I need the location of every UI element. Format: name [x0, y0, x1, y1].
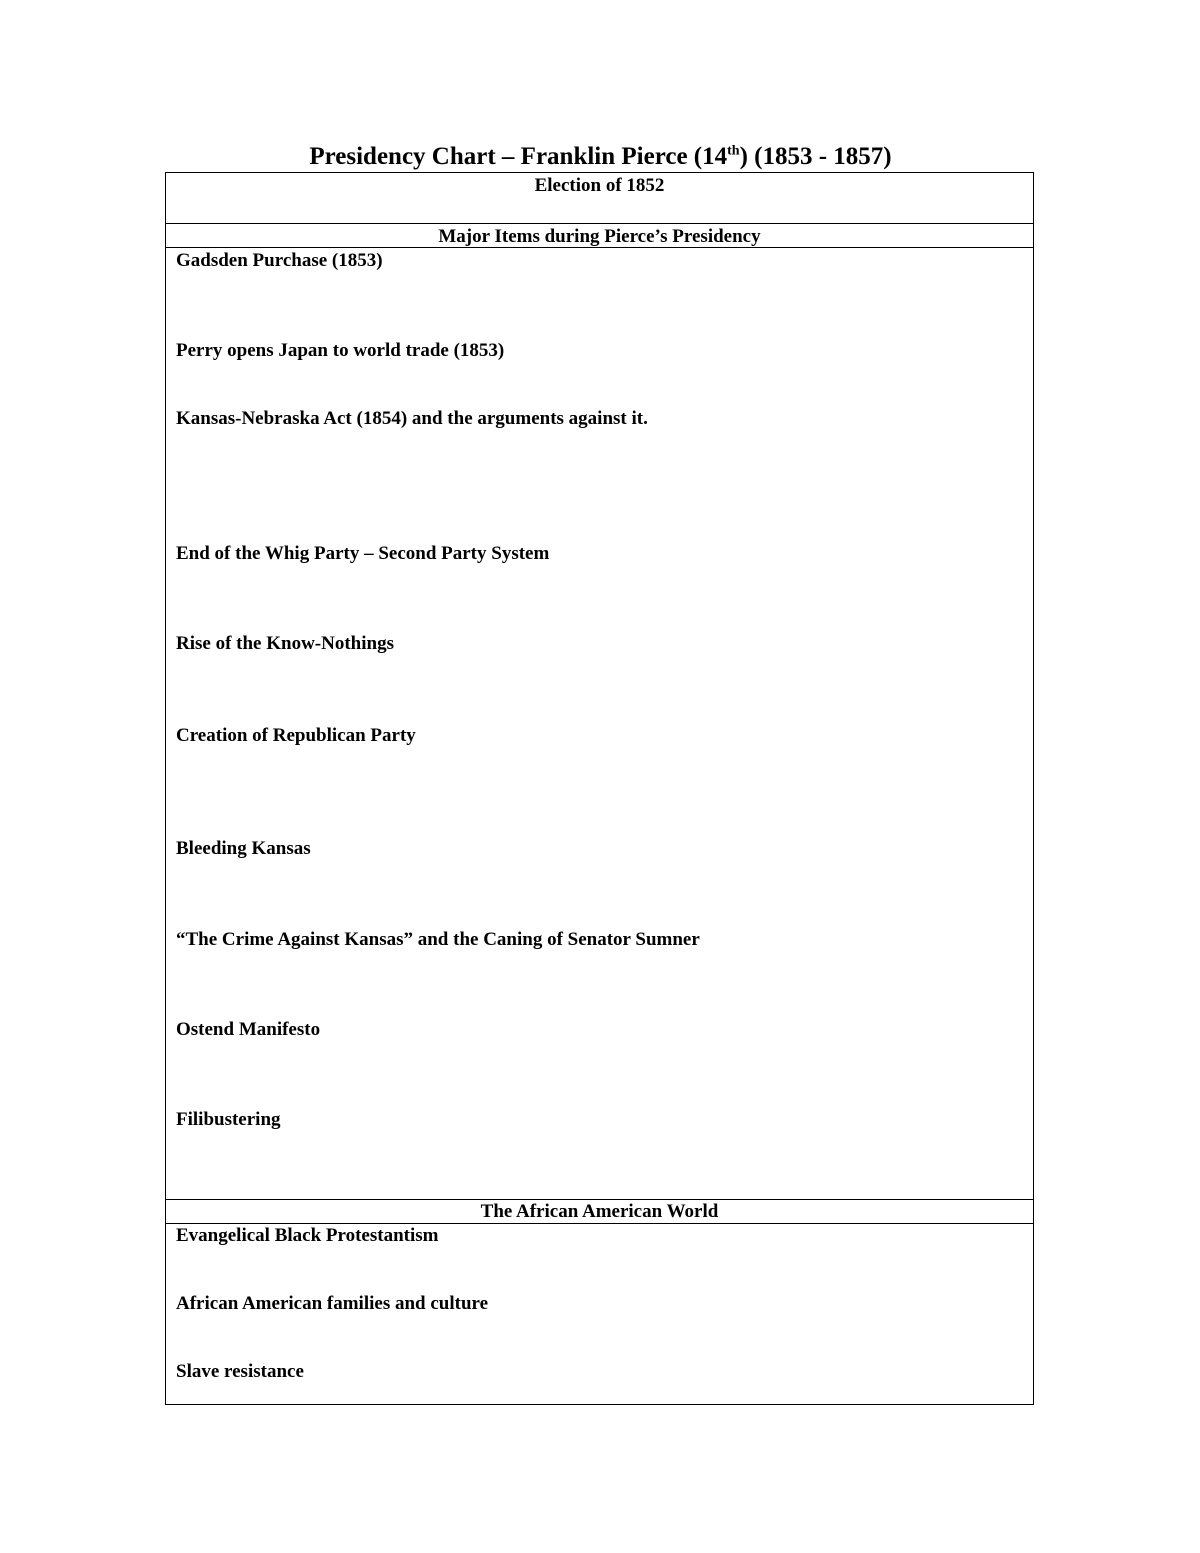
list-item: Ostend Manifesto: [176, 1019, 321, 1040]
list-item: Creation of Republican Party: [176, 725, 416, 746]
list-item: Slave resistance: [176, 1361, 304, 1382]
list-item: Perry opens Japan to world trade (1853): [176, 340, 505, 361]
list-item: End of the Whig Party – Second Party System: [176, 543, 550, 564]
list-item: Gadsden Purchase (1853): [176, 250, 383, 271]
page-title: [166, 141, 1035, 173]
african-american-world-header: The African American World: [480, 1201, 719, 1222]
list-item: Evangelical Black Protestantism: [176, 1225, 439, 1246]
divider: [166, 247, 1033, 248]
page-title-main: Presidency Chart – Franklin Pierce (14: [309, 143, 728, 170]
list-item: Filibustering: [176, 1109, 281, 1130]
page-title-rest: ) (1853 - 1857): [739, 143, 892, 170]
page-title-ordinal-suffix: th: [727, 143, 740, 159]
list-item: African American families and culture: [176, 1293, 489, 1314]
list-item: “The Crime Against Kansas” and the Caning of Senator Sumner: [176, 929, 700, 950]
presidency-chart-table: [165, 172, 1034, 1405]
major-items-header: Major Items during Pierce’s Presidency: [438, 226, 761, 247]
list-item: Rise of the Know-Nothings: [176, 633, 394, 654]
list-item: Kansas-Nebraska Act (1854) and the arguments against it.: [176, 408, 648, 429]
list-item: Bleeding Kansas: [176, 838, 311, 859]
divider: [166, 223, 1033, 224]
election-header: Election of 1852: [534, 175, 665, 196]
